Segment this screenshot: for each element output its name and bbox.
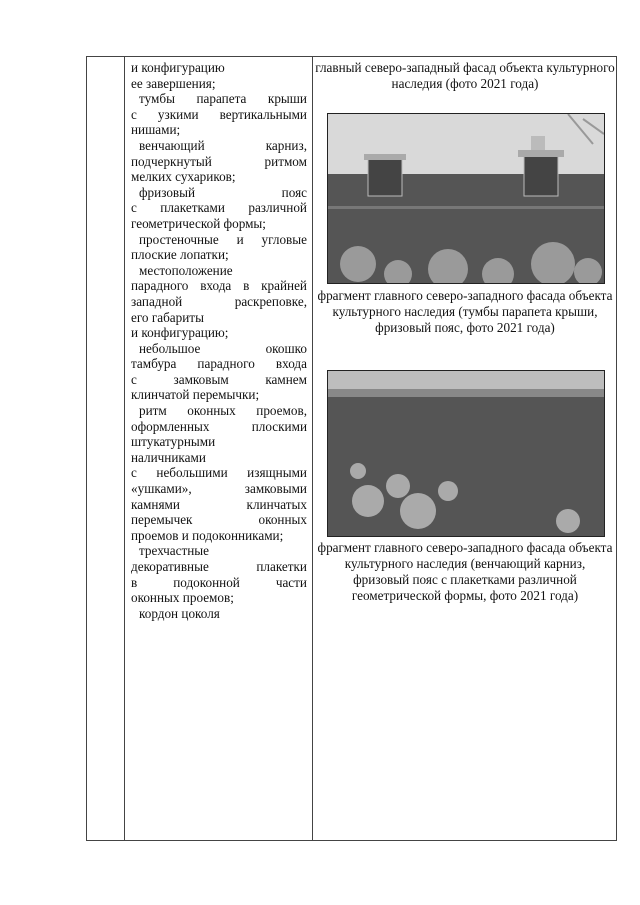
text-line: штукатурными [131,434,216,450]
text-line: геометрической формы; [131,215,266,231]
text-line: мелких сухариков; [131,169,236,185]
facade-photo-1 [327,113,605,284]
text-line: тамбура парадного входа [131,356,307,372]
text-line: с небольшими изящными [131,465,307,481]
table-bottom-border [86,840,617,841]
text-line: наличниками [131,449,206,465]
text-line: нишами; [131,122,181,138]
text-line: камнями клинчатых [131,496,307,512]
table-top-border [86,56,617,57]
text-line: венчающий карниз, [139,137,307,153]
text-line: местоположение [139,262,233,278]
caption-top: главный северо-западный фасад объекта культурного наследия (фото 2021 года) [315,60,615,91]
text-line: проемов и подоконниками; [131,527,284,543]
text-line: оконных проемов; [131,590,234,606]
text-line: «ушками», замковыми [131,481,307,497]
text-line: простеночные и угловые [139,231,307,247]
text-line: в подоконной части [131,574,307,590]
text-line: перемычек оконных [131,512,307,528]
text-line: подчеркнутый ритмом [131,153,307,169]
text-line: с плакетками различной [131,200,307,216]
caption-photo-1: фрагмент главного северо-западного фасада объекта культурного наследия (тумбы парапета крыши, фризовый пояс, фото 2021 года) [317,288,613,335]
text-line: декоративные плакетки [131,559,307,574]
text-line: фризовый пояс [139,184,307,200]
text-line: ритм оконных проемов, [139,403,307,419]
table-border-left [86,56,87,841]
table-border-col1 [124,56,125,841]
facade-photo-2 [327,370,605,537]
caption-photo-2: фрагмент главного северо-западного фасада объекта культурного наследия (венчающий карниз, фризовый пояс с плакетками различной геометрической формы, фото 2021 года) [317,540,613,603]
table-border-col2 [312,56,313,841]
text-line: клинчатой перемычки; [131,387,260,403]
features-text-column [131,60,307,621]
table-border-right [616,56,617,841]
text-line: трехчастные [139,543,210,559]
text-line: ее завершения; [131,75,216,91]
text-line: оформленных плоскими [131,418,307,434]
text-line: тумбы парапета крыши [139,91,307,107]
text-line: его габариты [131,309,204,325]
text-line: кордон цоколя [139,605,220,621]
text-line: парадного входа в крайней [131,278,307,294]
text-line: и конфигурацию; [131,325,229,341]
text-line: с узкими вертикальными [131,106,307,122]
text-line: с замковым камнем [131,371,307,387]
text-line: небольшое окошко [139,340,307,356]
text-line: плоские лопатки; [131,247,229,263]
text-line: и конфигурацию [131,60,225,75]
text-line: западной раскреповке, [131,293,307,309]
